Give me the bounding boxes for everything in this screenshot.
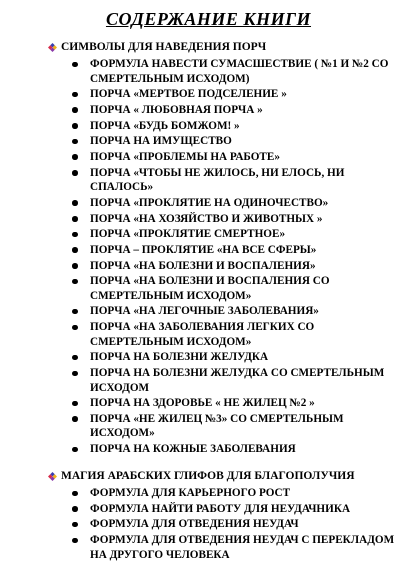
toc-item-text: ФОРМУЛА ДЛЯ КАРЬЕРНОГО РОСТ xyxy=(90,487,291,499)
toc-item xyxy=(48,166,408,195)
toc-item-text: ПОРЧА «ЧТОБЫ НЕ ЖИЛОСЬ, НИ ЕЛОСЬ, НИ СПАЛОСЬ» xyxy=(90,166,345,194)
toc-item-text: ФОРМУЛА НАЙТИ РАБОТУ ДЛЯ НЕУДАЧНИКА xyxy=(90,502,351,515)
toc-item-text: ПОРЧА «БУДЬ БОМЖОМ! » xyxy=(90,119,240,132)
toc-item xyxy=(48,502,408,517)
toc-section-glyphs xyxy=(48,469,408,563)
toc-item-text: ФОРМУЛА НАВЕСТИ СУМАСШЕСТВИЕ ( №1 И №2 СО СМЕРТЕЛЬНЫМ ИСХОДОМ) xyxy=(90,58,389,85)
toc-item xyxy=(48,103,408,118)
bullet-dot-icon xyxy=(72,123,78,129)
bullet-dot-icon xyxy=(72,263,78,269)
toc-item-text: ПОРЧА «НА БОЛЕЗНИ И ВОСПАЛЕНИЯ СО СМЕРТЕЛЬНЫМ ИСХОДОМ» xyxy=(90,275,330,302)
toc-item xyxy=(48,486,408,501)
bullet-dot-icon xyxy=(72,232,78,238)
toc-item xyxy=(48,350,408,365)
toc-item-text: ФОРМУЛА ДЛЯ ОТВЕДЕНИЯ НЕУДАЧ С ПЕРЕКЛАДОМ НА ДРУГОГО ЧЕЛОВЕКА xyxy=(90,534,395,561)
bullet-dot-icon xyxy=(72,491,78,497)
bullet-dot-icon xyxy=(72,216,78,222)
toc-item-text: ПОРЧА «ПРОКЛЯТИЕ НА ОДИНОЧЕСТВО» xyxy=(90,196,329,209)
toc-item-text: ПОРЧА НА БОЛЕЗНИ ЖЕЛУДКА СО СМЕРТЕЛЬНЫМ ИСХОДОМ xyxy=(90,367,385,394)
document-title: СОДЕРЖАНИЕ КНИГИ xyxy=(105,9,312,29)
toc-item xyxy=(48,304,408,319)
section-title: СИМВОЛЫ ДЛЯ НАВЕДЕНИЯ ПОРЧ xyxy=(61,41,267,53)
bullet-dot-icon xyxy=(72,309,78,315)
toc-item-text: ПОРЧА «НА ЗАБОЛЕВАНИЯ ЛЕГКИХ СО СМЕРТЕЛЬНЫМ ИСХОДОМ» xyxy=(90,321,315,348)
toc-item xyxy=(48,87,408,102)
toc-item-text: ПОРЧА «НА ХОЗЯЙСТВО И ЖИВОТНЫХ » xyxy=(90,212,323,225)
bullet-dot-icon xyxy=(72,416,78,422)
toc-item-text: ПОРЧА « ЛЮБОВНАЯ ПОРЧА » xyxy=(90,103,263,116)
section-title: МАГИЯ АРАБСКИХ ГЛИФОВ ДЛЯ БЛАГОПОЛУЧИЯ xyxy=(61,470,355,482)
toc-item-text: ФОРМУЛА ДЛЯ ОТВЕДЕНИЯ НЕУДАЧ xyxy=(90,518,299,531)
bullet-dot-icon xyxy=(72,538,78,544)
bullet-dot-icon xyxy=(72,170,78,176)
toc-item xyxy=(48,274,408,303)
bullet-dot-icon xyxy=(72,447,78,453)
toc-item xyxy=(48,320,408,349)
section-heading xyxy=(48,469,408,484)
toc-item xyxy=(48,150,408,165)
toc-item xyxy=(48,227,408,242)
toc-item-text: ПОРЧА НА БОЛЕЗНИ ЖЕЛУДКА xyxy=(90,351,269,364)
bullet-dot-icon xyxy=(72,325,78,331)
bullet-dot-icon xyxy=(72,92,78,98)
toc-section-curses xyxy=(48,40,408,458)
toc-item xyxy=(48,212,408,227)
toc-item xyxy=(48,533,408,562)
toc-item xyxy=(48,442,408,457)
diamond-cluster-icon xyxy=(48,472,57,481)
toc-list xyxy=(48,57,408,457)
toc-item-text: ПОРЧА «НА БОЛЕЗНИ И ВОСПАЛЕНИЯ» xyxy=(90,259,316,272)
bullet-dot-icon xyxy=(72,107,78,113)
toc-item-text: ПОРЧА «ПРОКЛЯТИЕ СМЕРТНОЕ» xyxy=(90,228,286,241)
bullet-dot-icon xyxy=(72,522,78,528)
toc-item-text: ПОРЧА «ПРОБЛЕМЫ НА РАБОТЕ» xyxy=(90,150,280,163)
bullet-dot-icon xyxy=(72,279,78,285)
toc-item xyxy=(48,134,408,149)
bullet-dot-icon xyxy=(72,371,78,377)
bullet-dot-icon xyxy=(72,247,78,253)
bullet-dot-icon xyxy=(72,506,78,512)
bullet-dot-icon xyxy=(72,154,78,160)
bullet-dot-icon xyxy=(72,62,78,68)
toc-item xyxy=(48,396,408,411)
toc-item-text: ПОРЧА – ПРОКЛЯТИЕ «НА ВСЕ СФЕРЫ» xyxy=(90,243,317,256)
toc-item-text: ПОРЧА НА КОЖНЫЕ ЗАБОЛЕВАНИЯ xyxy=(90,443,296,456)
toc-item-text: ПОРЧА «МЕРТВОЕ ПОДСЕЛЕНИЕ » xyxy=(90,88,287,101)
diamond-cluster-icon xyxy=(48,43,57,52)
bullet-dot-icon xyxy=(72,139,78,145)
toc-item-text: ПОРЧА «НЕ ЖИЛЕЦ №3» СО СМЕРТЕЛЬНЫМ ИСХОДОМ» xyxy=(90,412,344,440)
toc-item xyxy=(48,517,408,532)
section-heading xyxy=(48,40,408,55)
toc-item xyxy=(48,243,408,258)
toc-item-text: ПОРЧА НА ИМУЩЕСТВО xyxy=(90,135,232,148)
toc-item xyxy=(48,57,408,86)
toc-item-text: ПОРЧА «НА ЛЕГОЧНЫЕ ЗАБОЛЕВАНИЯ» xyxy=(90,305,319,318)
toc-list xyxy=(48,486,408,562)
toc-item-text: ПОРЧА НА ЗДОРОВЬЕ « НЕ ЖИЛЕЦ №2 » xyxy=(90,397,315,410)
toc-item xyxy=(48,412,408,441)
bullet-dot-icon xyxy=(72,200,78,206)
toc-item xyxy=(48,366,408,395)
toc-item xyxy=(48,119,408,134)
bullet-dot-icon xyxy=(72,401,78,407)
toc-item xyxy=(48,259,408,274)
bullet-dot-icon xyxy=(72,355,78,361)
toc-item xyxy=(48,196,408,211)
